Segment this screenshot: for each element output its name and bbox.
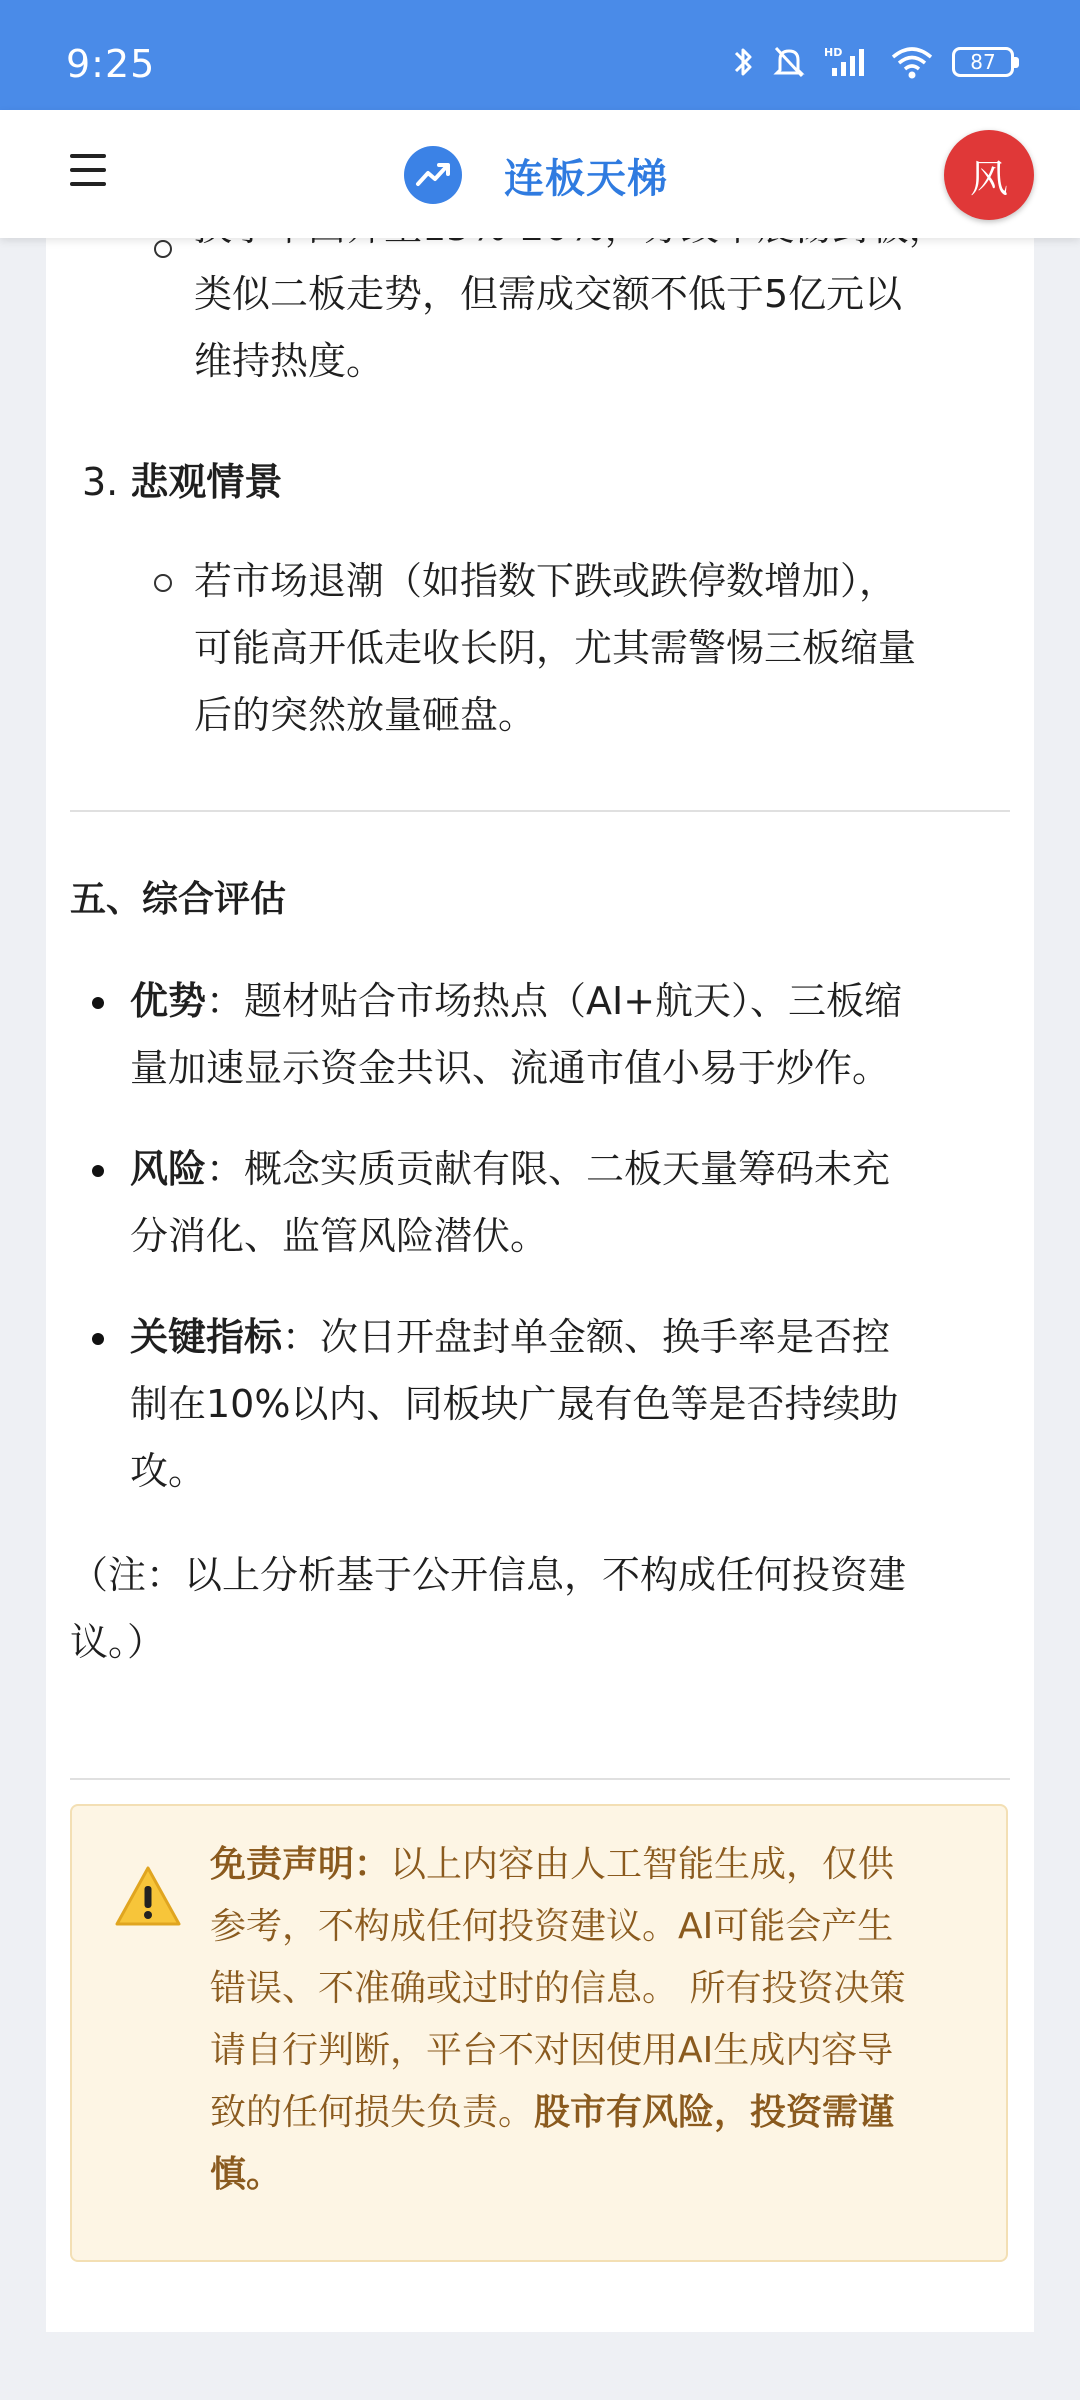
status-bar xyxy=(0,0,1080,110)
list-item: 类似二板走势，但需成交额不低于5亿元以 维持热度。 xyxy=(194,272,903,383)
status-time: 9:25 xyxy=(66,42,156,86)
status-icons xyxy=(732,44,1014,80)
divider xyxy=(70,810,1010,812)
trend-chart-icon xyxy=(404,146,462,204)
section-heading: 五、综合评估 xyxy=(70,879,287,920)
disclaimer-text: 免责声明：以上内容由人工智能生成，仅供 参考，不构成任何投资建议。AI可能会产生 错误、不准确或过时的信息。 所有投资决策 请自行判断，平台不对因使用AI生成内容导 致的任何损失负责。股市有风险，投资需谨 慎。 xyxy=(210,1844,906,2195)
battery-icon: 87 xyxy=(952,47,1014,77)
bullet-icon xyxy=(92,1333,104,1345)
hd-signal-icon xyxy=(824,44,872,80)
mute-icon xyxy=(772,44,806,80)
divider xyxy=(70,1778,1010,1780)
menu-icon xyxy=(70,154,106,158)
menu-button[interactable] xyxy=(70,154,110,190)
list-item: 优势：题材贴合市场热点（AI+航天）、三板缩 量加速显示资金共识、流通市值小易于炒作。 xyxy=(130,979,903,1090)
disclaimer-box xyxy=(70,1804,1008,2262)
list-item: 关键指标：次日开盘封单金额、换手率是否控 制在10%以内、同板块广晟有色等是否持续助 攻。 xyxy=(130,1315,899,1493)
bullet-icon xyxy=(92,1165,104,1177)
bullet-icon xyxy=(92,997,104,1009)
analysis-content xyxy=(46,200,1034,2332)
list-item: 若市场退潮（如指数下跌或跌停数增加）， 可能高开低走收长阴，尤其需警惕三板缩量 后的突然放量砸盘。 xyxy=(194,559,917,737)
app-header xyxy=(0,110,1080,238)
avatar[interactable]: 风 xyxy=(944,130,1034,220)
warning-icon xyxy=(114,1864,182,1928)
bluetooth-icon xyxy=(732,44,754,80)
scenario-heading: 3. 悲观情景 xyxy=(82,460,283,504)
hollow-bullet-icon xyxy=(154,574,172,592)
list-item: 风险：概念实质贡献有限、二板天量筹码未充 分消化、监管风险潜伏。 xyxy=(130,1147,891,1258)
hollow-bullet-icon xyxy=(154,240,172,258)
wifi-icon xyxy=(890,44,934,80)
note-text: （注：以上分析基于公开信息，不构成任何投资建 议。） xyxy=(70,1553,907,1664)
page-title: 连板天梯 xyxy=(504,155,668,202)
svg-text:HD: HD xyxy=(824,46,843,59)
header-center xyxy=(404,146,668,204)
